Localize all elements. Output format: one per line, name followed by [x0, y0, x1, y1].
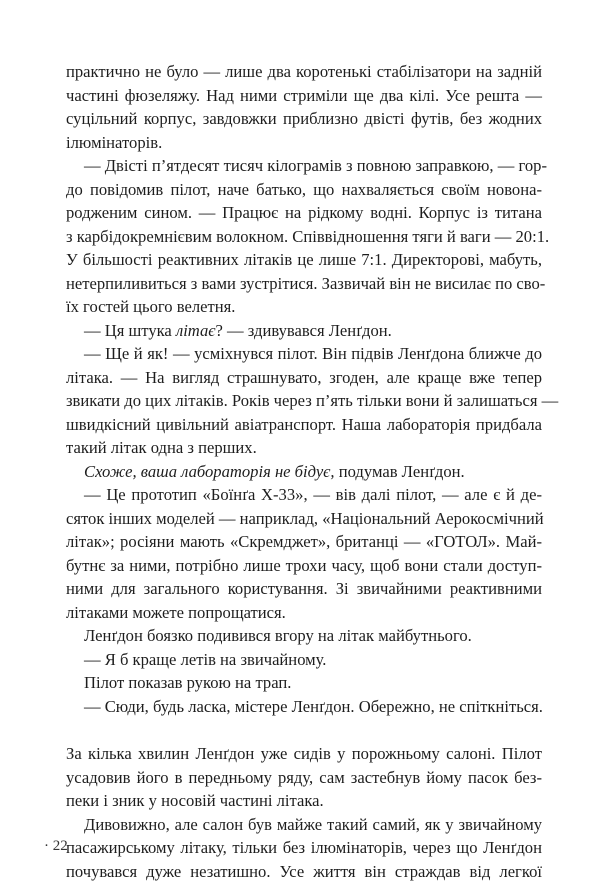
text-segment: пасажирському літаку, тільки без ілюмінаторів, через що Ленґдон — [66, 838, 542, 857]
text-segment: з карбідокремнієвим волокном. Співвідношення тяги й ваги — 20:1. — [66, 226, 550, 246]
text-line — [66, 84, 542, 108]
text-segment: швидкісний цивільний авіатранспорт. Наша лабораторія придбала — [66, 414, 542, 434]
text-line — [66, 154, 547, 178]
text-segment: У більшості реактивних літаків це лише 7:1. Директорові, мабуть, — [66, 250, 542, 269]
text-line — [66, 554, 542, 578]
text-segment: бутнє за ними, потрібно лише трохи часу, щоб вони стали доступ- — [66, 555, 542, 575]
text-segment: Пілот показав рукою на трап. — [84, 673, 292, 692]
text-line — [66, 530, 542, 554]
text-line — [66, 648, 542, 672]
text-segment: літаками можете попрощатися. — [66, 602, 286, 622]
text-segment: — Сюди, будь ласка, містере Ленґдон. Обережно, не спіткніться. — [84, 696, 543, 716]
text-line — [66, 295, 542, 319]
text-segment: ними для загального користування. Зі звичайними реактивними — [66, 579, 542, 598]
text-line — [66, 201, 542, 225]
italic-text: Схоже, ваша лабораторія не бідує, — [84, 461, 335, 481]
italic-text: літає — [175, 320, 216, 340]
text-segment: — Я б краще летів на звичайному. — [84, 649, 327, 669]
text-line — [66, 836, 542, 860]
text-line — [66, 601, 542, 625]
text-line — [66, 742, 542, 766]
text-segment: літак»; росіяни мають «Скремджет», британці — «ГОТОЛ». Май- — [66, 532, 542, 551]
text-segment: сяток інших моделей — наприклад, «Національний Аерокосмічний — [66, 508, 544, 528]
text-line — [66, 671, 542, 695]
text-line — [66, 107, 542, 131]
page-number: · 22 — [44, 838, 68, 854]
text-line — [66, 695, 542, 719]
text-line — [66, 248, 542, 272]
text-line — [66, 789, 542, 813]
text-segment: Дивовижно, але салон був майже такий самий, як у звичайному — [84, 814, 542, 834]
text-line — [66, 436, 542, 460]
text-segment: їх гостей цього велетня. — [66, 297, 236, 316]
text-segment: до повідомив пілот, наче батько, що нахваляється своїм новона- — [66, 179, 542, 199]
text-segment: нетерпиливиться з вами зустрітися. Зазвичай він не висилає по сво- — [66, 273, 546, 293]
text-segment: практично не було — лише два коротенькі стабілізатори на задній — [66, 62, 542, 81]
text-line — [66, 507, 542, 531]
text-segment: ілюмінаторів. — [66, 132, 163, 152]
text-line — [66, 225, 550, 249]
text-line — [66, 413, 542, 437]
text-segment: — Ще й як! — усміхнувся пілот. Він підвів Ленґдона ближче до — [84, 344, 542, 363]
text-line — [66, 389, 559, 413]
text-segment: — Двісті п’ятдесят тисяч кілограмів з повною заправкою, — гор- — [84, 156, 547, 175]
text-line — [66, 319, 542, 343]
text-segment: суцільний корпус, завдовжки приблизно двісті футів, без жодних — [66, 109, 542, 128]
text-segment: За кілька хвилин Ленґдон уже сидів у порожньому салоні. Пілот — [66, 744, 542, 763]
text-segment: літака. — На вигляд страшнувато, згоден, але краще вже тепер — [66, 367, 542, 387]
text-line — [66, 766, 542, 790]
text-line — [66, 813, 542, 837]
text-segment: Ленґдон боязко подивився вгору на літак майбутнього. — [84, 626, 472, 645]
text-segment: — Це прототип «Боїнґа Х-33», — вів далі пілот, — але є й де- — [84, 485, 542, 504]
text-segment: пеки і зник у носовій частині літака. — [66, 791, 324, 810]
text-line — [66, 460, 542, 484]
text-segment: частині фюзеляжу. Над ними стриміли ще два кілі. Усе решта — — [66, 85, 542, 105]
text-line — [66, 483, 542, 507]
text-line — [66, 60, 542, 84]
text-line — [66, 624, 542, 648]
text-line — [66, 366, 542, 390]
text-segment: подумав Ленґдон. — [334, 461, 465, 481]
text-line — [66, 860, 542, 884]
text-segment: родженим сином. — Працює на рідкому водні. Корпус із титана — [66, 203, 542, 222]
text-segment: такий літак одна з перших. — [66, 438, 257, 457]
text-segment: ? — здивувався Ленґдон. — [215, 320, 392, 340]
text-segment: усадовив його в передньому ряду, сам застебнув йому пасок без- — [66, 767, 542, 787]
page-body-text — [66, 60, 559, 883]
text-segment: — Ця штука — [84, 320, 176, 340]
text-line — [66, 272, 546, 296]
text-line — [66, 178, 542, 202]
text-line — [66, 131, 542, 155]
text-segment: звикати до цих літаків. Років через п’ять тільки вони й залишаться — — [66, 391, 559, 410]
text-line — [66, 577, 542, 601]
text-line — [66, 342, 542, 366]
text-segment: почувався дуже незатишно. Усе життя він страждав від легкої — [66, 861, 542, 881]
